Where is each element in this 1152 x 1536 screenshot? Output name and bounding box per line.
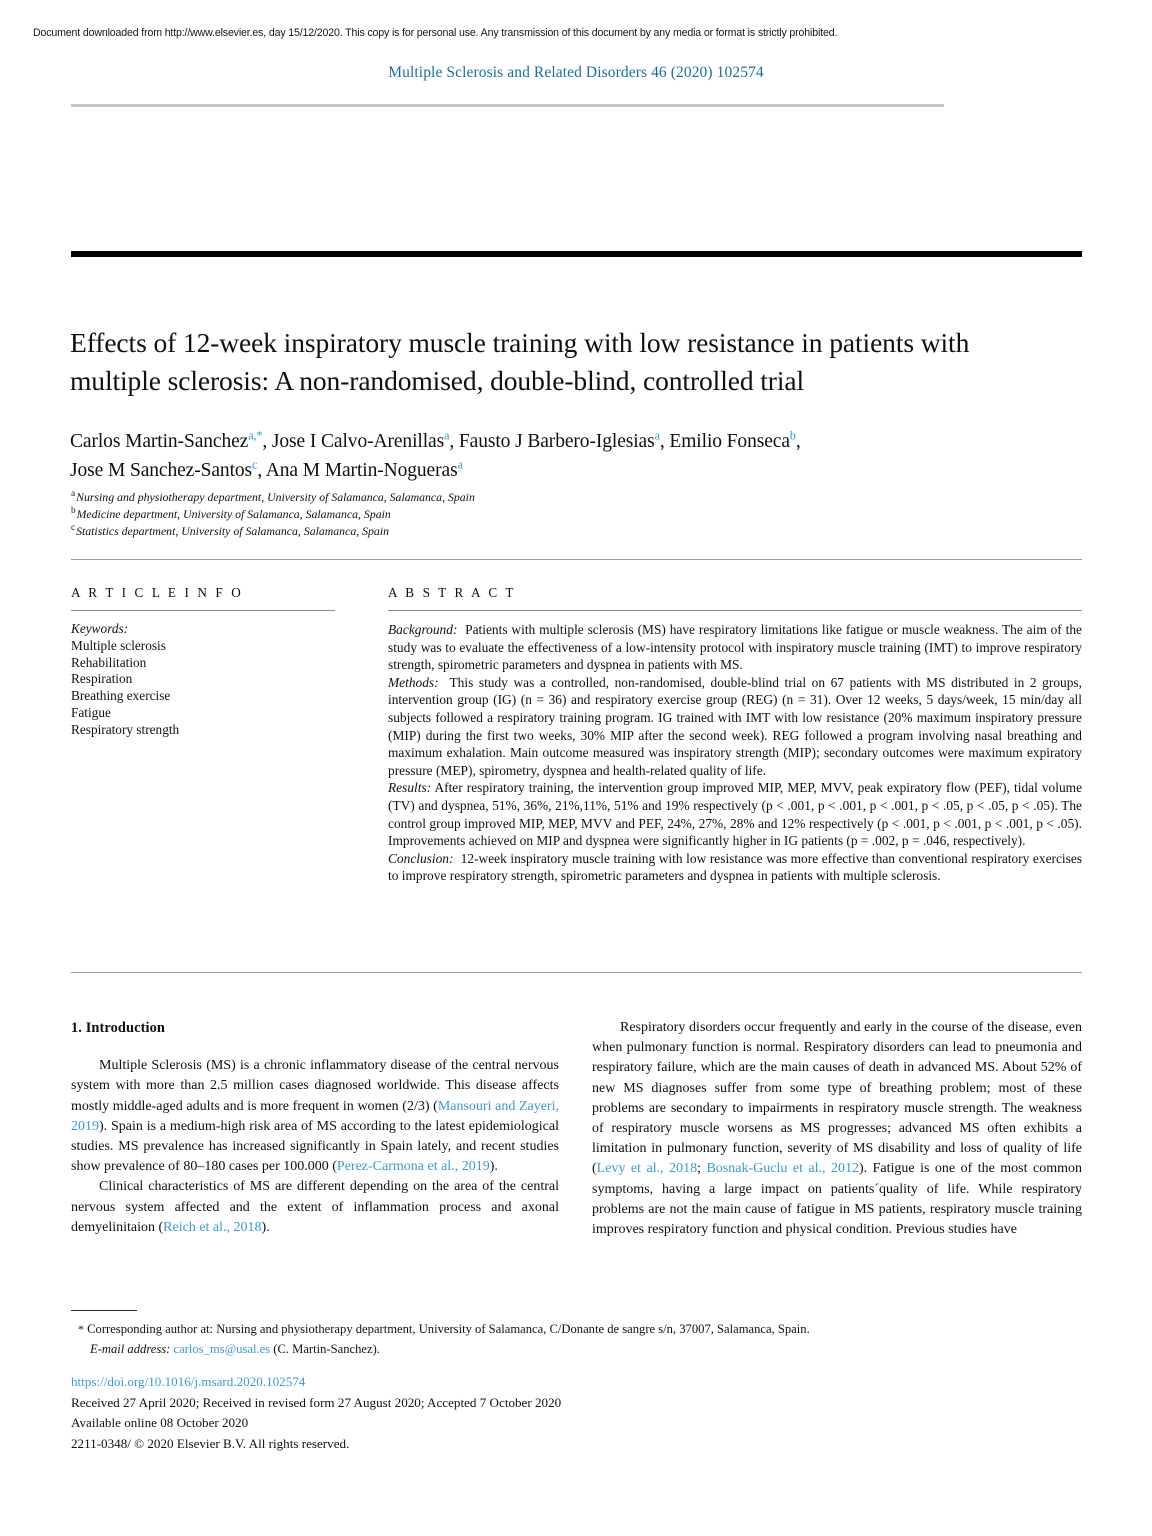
author-affiliation-marker: c [252,457,258,472]
keyword-item: Respiration [71,671,133,687]
author-affiliation-marker: a [654,428,660,443]
paragraph-text: Clinical characteristics of MS are different depending on the area of the central nervous system affected and the extent of inflammation process and axonal demyelinitaion ( [71,1179,559,1235]
header-black-bar [71,251,1082,257]
paragraph-text: Multiple Sclerosis (MS) is a chronic inflammatory disease of the central nervous system with more than 2.5 million cases diagnosed worldwide. This disease affects mostly middle-aged adults and is more frequent in women (2/3) ( [71,1058,559,1114]
affiliation-list [71,489,771,541]
citation-link[interactable]: Mansouri and Zayeri, 2019 [71,1098,559,1134]
body-paragraph [71,1056,559,1177]
abstract-block-bottom-rule [71,972,1082,973]
affiliation-marker: c [71,522,76,533]
paragraph-text: ). Spain is a medium-high risk area of MS according to the latest epidemiological studies. MS prevalence has increased significantly in Spain lately, and recent studies show prevalence of 80–180 cases per 100.000 ( [71,1118,559,1175]
citation-link[interactable]: Levy et al., 2018 [596,1161,698,1177]
abstract-section-label: Methods: [388,674,439,690]
citation-link[interactable]: Reich et al., 2018 [163,1219,262,1235]
author-separator: , Emilio Fonseca [659,431,790,452]
author-separator: , Ana M Martin-Nogueras [257,460,458,481]
affiliation-text: Nursing and physiotherapy department, University of Salamanca, Salamanca, Spain [76,490,475,504]
abstract-section [388,850,1082,885]
affiliation-text: Statistics department, University of Salamanca, Salamanca, Spain [76,524,389,539]
keyword-list [71,621,335,739]
abstract-section-text: After respiratory training, the intervention group improved MIP, MEP, MVV, peak expiratory flow (PEF), tidal volume (TV) and dyspnea, 51%, 36%, 21%,11%, 51% and 19% respectively (p < .001, p < .001, p < .001, p < .05, p < .05, p < .05). The control group improved MIP, MEP, MVV and PEF, 24%, 27%, 28% and 12% respectively (p < .001, p < .001, p < .001, p < .05). Improvements achieved on MIP and dyspnea were significantly higher in IG patients (p = .002, p = .046, respectively). [388,780,1083,849]
citation-link[interactable]: Bosnak-Guclu et al., 2012 [706,1161,859,1177]
received-dates: Received 27 April 2020; Received in revised form 27 August 2020; Accepted 7 October 2020 [71,1394,562,1410]
author-separator: , Fausto J Barbero-Iglesias [449,431,655,452]
abstract-rule [388,610,1082,611]
body-paragraph [71,1177,559,1238]
article-info-column [71,585,335,739]
body-paragraph [592,1018,1082,1240]
author-affiliation-marker: b [789,428,796,443]
citation-link[interactable]: Perez-Carmona et al., 2019 [336,1159,490,1175]
paragraph-text: Respiratory disorders occur frequently and early in the course of the disease, even when pulmonary function is normal. Respiratory disorders can lead to pneumonia and respiratory failure, which are the main causes of death in advanced MS. About 52% of new MS diagnoses suffer from some type of breathing problem; most of these problems are secondary to impairments in respiratory muscle strength. The weakness of respiratory muscle worsens as MS progresses; advanced MS often exhibits a limitation in pulmonary function, severity of MS disability and loss of quality of life ( [592,1020,1082,1177]
paragraph-text: ). [489,1159,498,1175]
abstract-body [388,621,1082,885]
doi-link[interactable]: https://doi.org/10.1016/j.msard.2020.102574 [71,1374,306,1389]
abstract-section [388,779,1082,849]
abstract-column [388,585,1082,885]
affiliation-text: Medicine department, University of Salamanca, Salamanca, Spain [76,507,391,522]
keyword-item: Fatigue [71,704,111,720]
corresponding-author-text: Corresponding author at: Nursing and physiotherapy department, University of Salamanca, C/Donante de sangre s/n, 37007, Salamanca, Spain. [87,1322,810,1336]
keyword-item: Multiple sclerosis [71,637,166,653]
corresponding-author-note [78,1320,1078,1359]
keyword-item: Rehabilitation [71,654,147,670]
article-info-heading: A R T I C L E I N F O [71,585,244,600]
author-list [70,427,1080,485]
keyword-item: Respiratory strength [71,721,180,737]
affiliation-item [71,506,771,523]
download-notice: Document downloaded from http://www.elsevier.es, day 15/12/2020. This copy is for personal use. Any transmission of this document by any media or format is strictly prohibited. [33,27,838,39]
affiliation-item [71,523,771,540]
footnote-rule [71,1310,137,1311]
copyright-line: 2211-0348/ © 2020 Elsevier B.V. All rights reserved. [71,1435,350,1451]
email-line [78,1340,1078,1360]
paragraph-text: ; [697,1161,707,1177]
abstract-section [388,621,1082,674]
introduction-left-column [71,1018,559,1238]
available-online: Available online 08 October 2020 [71,1415,249,1430]
abstract-section [388,674,1082,780]
paragraph-text: ). [261,1219,270,1235]
keyword-item: Breathing exercise [71,688,171,704]
abstract-section-label: Conclusion: [388,850,454,866]
abstract-block-top-rule [71,559,1082,560]
journal-running-head: Multiple Sclerosis and Related Disorders 46 (2020) 102574 [388,64,764,81]
affiliation-item [71,489,771,506]
section-heading-introduction: 1. Introduction [71,1020,165,1036]
affiliation-marker: b [71,505,76,516]
footnote-star: * [78,1322,84,1336]
author-separator: , [795,431,801,452]
author-affiliation-marker: a [457,457,463,472]
affiliation-marker: a [71,488,76,499]
abstract-section-text: Patients with multiple sclerosis (MS) have respiratory limitations like fatigue or muscle weakness. The aim of the study was to evaluate the effectiveness of a low-intensity protocol with inspiratory muscle training (IMT) to improve respiratory strength, spirometric parameters and dyspnea in patients with MS. [388,622,1082,673]
corresponding-author-line [78,1320,1078,1340]
author-separator: , Jose I Calvo-Arenillas [262,431,445,452]
abstract-heading: A B S T R A C T [388,585,517,600]
abstract-section-text: This study was a controlled, non-randomised, double-blind trial on 67 patients with MS distributed in 2 groups, intervention group (IG) (n = 36) and respiratory exercise group (REG) (n = 31). Over 12 weeks, 5 days/week, 15 min/day all subjects followed a respiratory training program. IG trained with IMT with low resistance (20% maximum inspiratory pressure (MIP) during the first two weeks, 30% MIP after the second week). REG followed a program involving nasal breathing and maximum exhalation. Main outcome measured was inspiratory strength (MIP); secondary outcomes were maximum expiratory pressure (MEP), spirometry, dyspnea and health-related quality of life. [388,674,1082,778]
abstract-section-text: 12-week inspiratory muscle training with low resistance was more effective than conventional respiratory exercises to improve respiratory strength, spirometric parameters and dyspnea in patients with multiple sclerosis. [388,850,1082,884]
abstract-section-label: Results: [388,780,432,796]
email-owner: (C. Martin-Sanchez). [273,1341,380,1356]
author-affiliation-marker: a [444,428,450,443]
page-title: Effects of 12-week inspiratory muscle training with low resistance in patients with multiple sclerosis: A non-randomised, double-blind, controlled trial [70,327,970,397]
header-grey-rule [71,104,944,107]
article-info-rule [71,610,335,611]
paragraph-text: ). Fatigue is one of the most common symptoms, having a large impact on patients´quality of life. While respiratory problems are not the main cause of fatigue in MS patients, respiratory muscle training improves respiratory function and physical condition. Previous studies have [592,1161,1082,1238]
author-name: Carlos Martin-Sanchez [70,431,249,452]
author-affiliation-marker: a,* [248,428,263,443]
author-name: Jose M Sanchez-Santos [70,460,253,481]
email-link[interactable]: carlos_ms@usal.es [173,1341,271,1356]
keywords-label: Keywords: [71,621,129,636]
abstract-section-label: Background: [388,622,458,637]
introduction-right-column [592,1018,1082,1240]
publication-info [71,1372,1071,1454]
email-label: E-mail address: [90,1341,171,1356]
